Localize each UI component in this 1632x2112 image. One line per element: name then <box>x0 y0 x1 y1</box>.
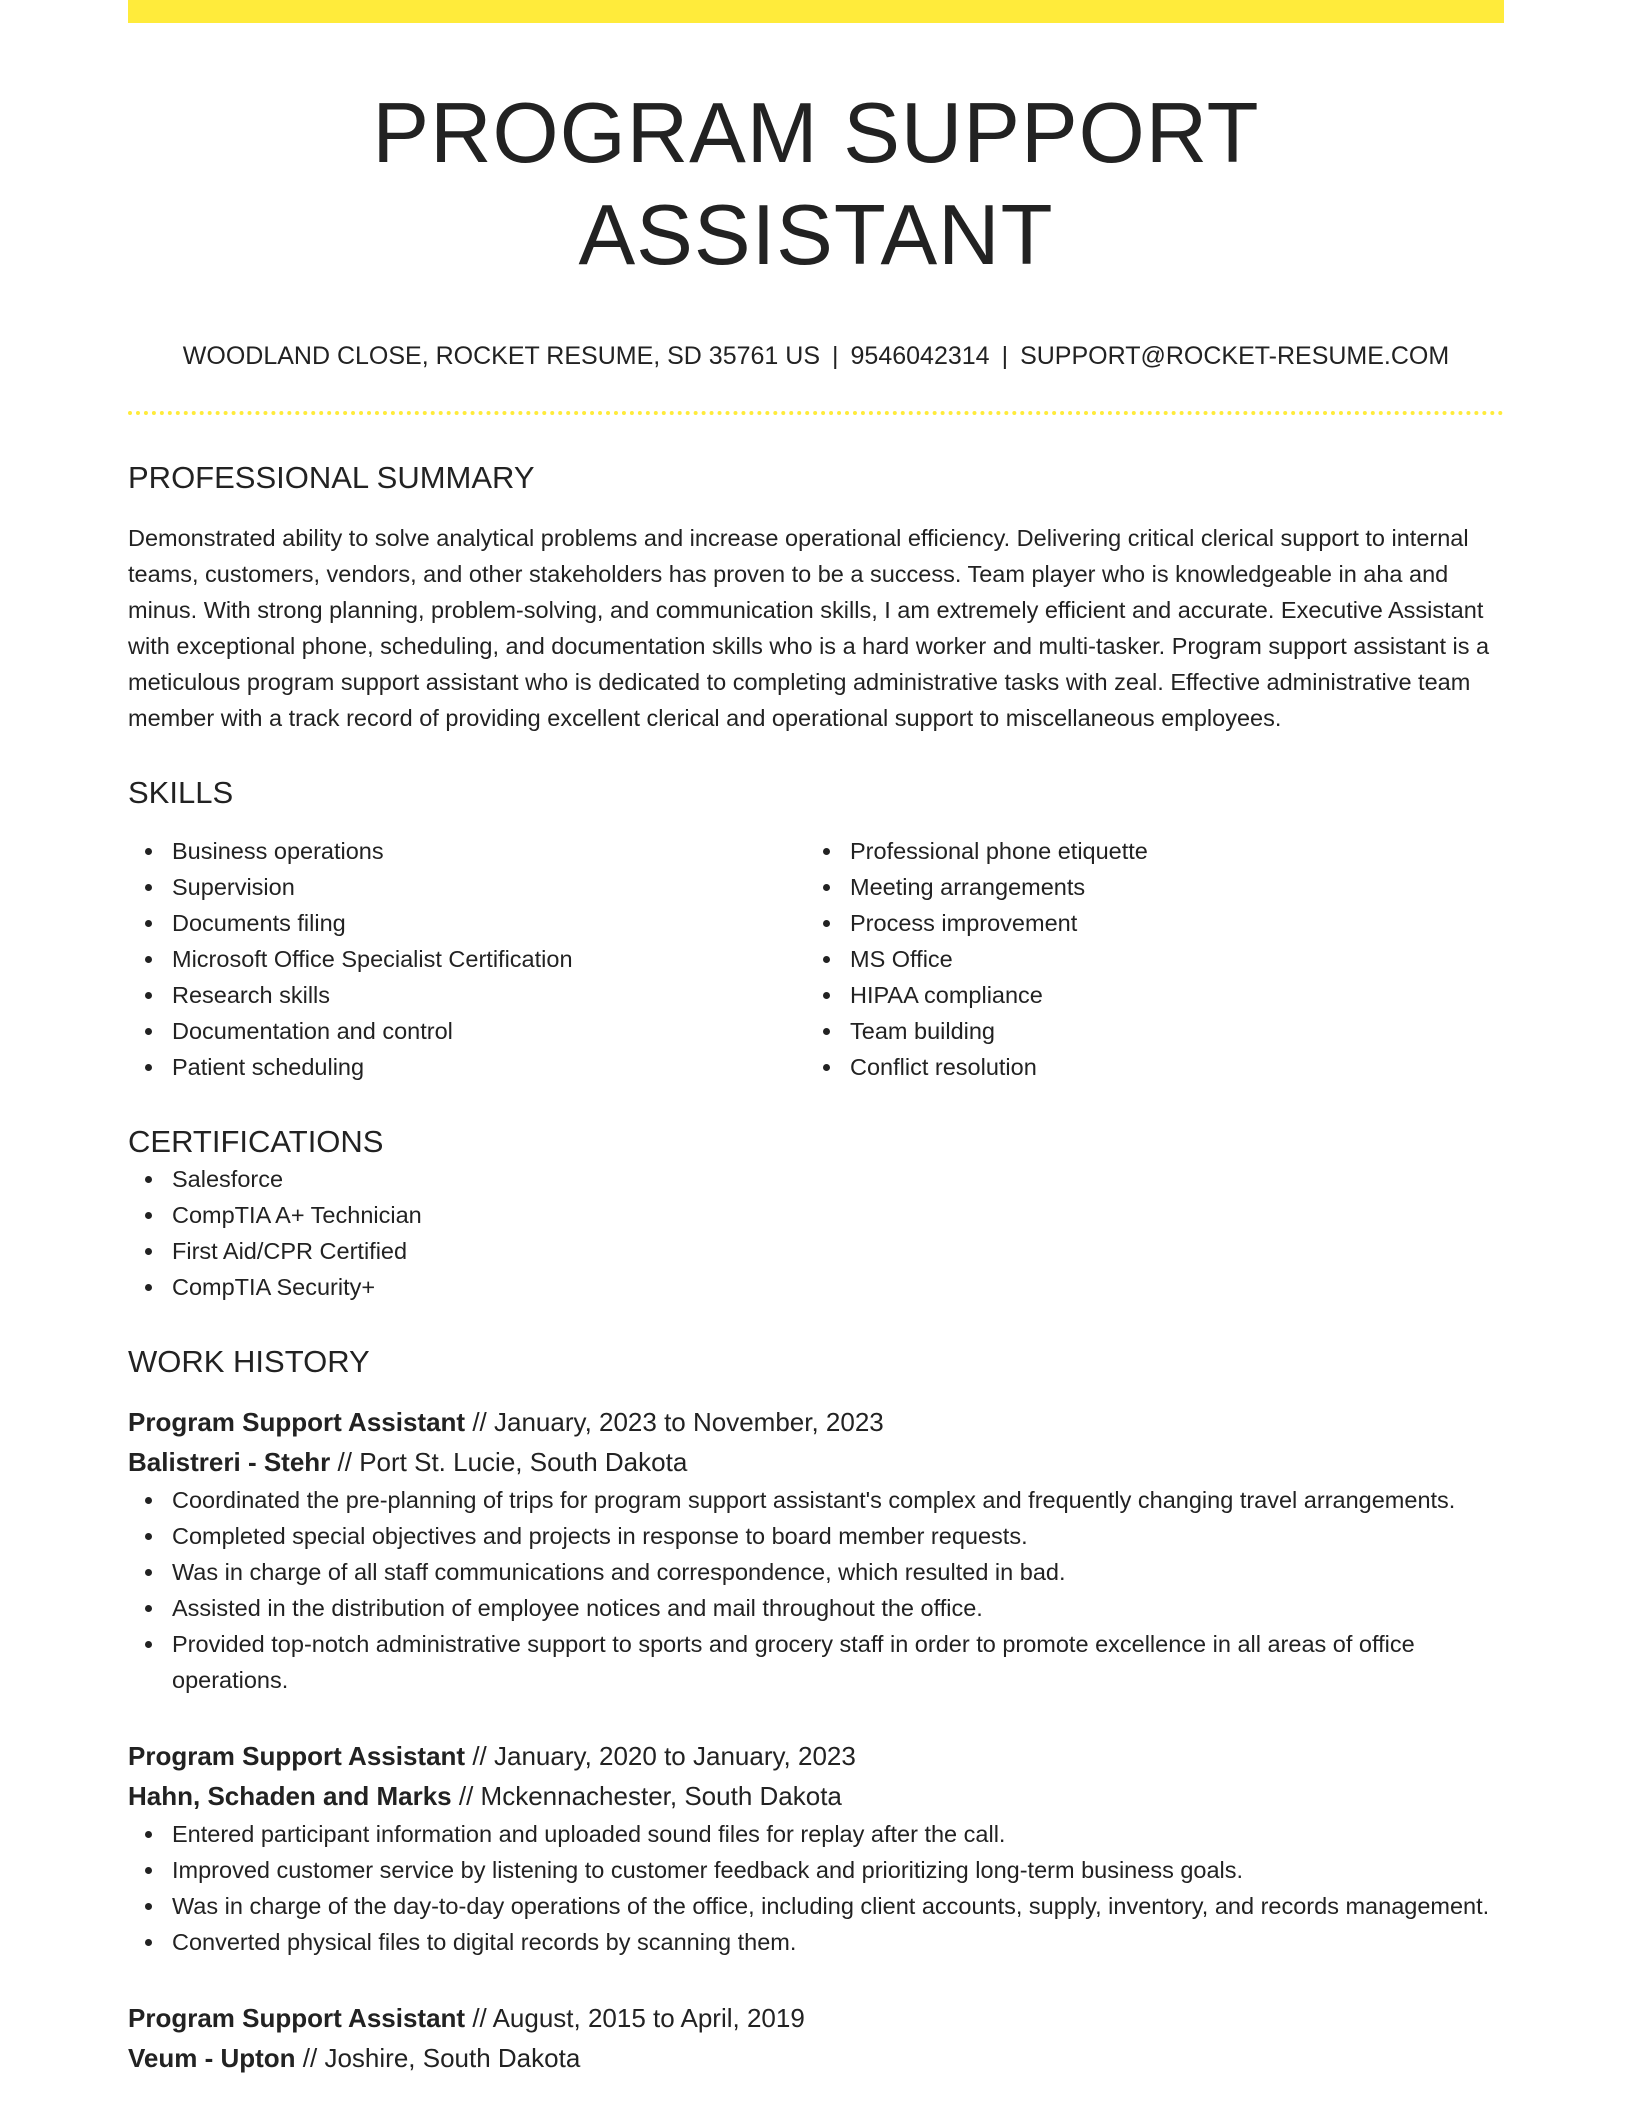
work-history-section <box>128 1343 1504 2078</box>
job-entry <box>128 1402 1504 1698</box>
skill-item: Supervision <box>128 869 806 905</box>
job-company: Veum - Upton <box>128 2042 296 2073</box>
job-duty: Was in charge of the day-to-day operations of the office, including client accounts, supply, inventory, and records management. <box>128 1888 1504 1924</box>
job-dates: // January, 2020 to January, 2023 <box>472 1740 856 1771</box>
certifications-heading: CERTIFICATIONS <box>128 1124 384 1160</box>
certification-item: First Aid/CPR Certified <box>128 1233 1504 1269</box>
skill-item: Patient scheduling <box>128 1049 806 1085</box>
candidate-name: PROGRAM SUPPORT ASSISTANT <box>372 86 1260 283</box>
job-duty: Coordinated the pre-planning of trips for program support assistant's complex and frequently changing travel arrangements. <box>128 1482 1504 1518</box>
skill-item: Meeting arrangements <box>806 869 1484 905</box>
skill-item: Professional phone etiquette <box>806 833 1484 869</box>
job-duty: Completed special objectives and projects in response to board member requests. <box>128 1518 1504 1554</box>
skills-columns <box>128 833 1504 1085</box>
top-accent-bar <box>128 0 1504 23</box>
skill-item: Microsoft Office Specialist Certification <box>128 941 806 977</box>
job-title: Program Support Assistant <box>128 1406 466 1437</box>
contact-separator: | <box>1001 342 1009 370</box>
skill-item: Research skills <box>128 977 806 1013</box>
resume-page <box>128 0 1504 2078</box>
skills-column-right <box>806 833 1484 1085</box>
job-company-line <box>128 1776 1504 1816</box>
contact-email: SUPPORT@ROCKET-RESUME.COM <box>1020 342 1450 370</box>
contact-separator: | <box>832 342 839 370</box>
certifications-list <box>128 1161 1504 1305</box>
certification-item: CompTIA A+ Technician <box>128 1197 1504 1233</box>
job-location: // Mckennachester, South Dakota <box>458 1780 842 1811</box>
skill-item: Business operations <box>128 833 806 869</box>
job-title: Program Support Assistant <box>128 1740 466 1771</box>
job-location: // Joshire, South Dakota <box>302 2042 581 2073</box>
job-duty: Entered participant information and uploaded sound files for replay after the call. <box>128 1816 1504 1852</box>
job-duty: Was in charge of all staff communications and correspondence, which resulted in bad. <box>128 1554 1504 1590</box>
job-duty: Assisted in the distribution of employee notices and mail throughout the office. <box>128 1590 1504 1626</box>
job-duties-list <box>128 1816 1504 1960</box>
summary-text: Demonstrated ability to solve analytical problems and increase operational efficiency. Delivering critical clerical support to internal teams, customers, vendors, and other stakeholders has proven to be a success. Team player who is knowledgeable in aha and minus. With strong planning, problem-solving, and communication skills, I am extremely efficient and accurate. Executive Assistant with exceptional phone, scheduling, and documentation skills who is a hard worker and multi-tasker. Program support assistant is a meticulous program support assistant who is dedicated to completing administrative tasks with zeal. Effective administrative team member with a track record of providing excellent clerical and operational support to miscellaneous employees. <box>128 525 1490 732</box>
skill-item: Documents filing <box>128 905 806 941</box>
job-duty: Improved customer service by listening to customer feedback and prioritizing long-term business goals. <box>128 1852 1504 1888</box>
work-history-heading: WORK HISTORY <box>128 1343 370 1379</box>
job-duty: Converted physical files to digital records by scanning them. <box>128 1924 1504 1960</box>
job-title-line <box>128 1736 1504 1776</box>
job-location: // Port St. Lucie, South Dakota <box>337 1446 688 1477</box>
job-company-line <box>128 2038 1504 2078</box>
skills-section <box>128 774 1504 1085</box>
job-dates: // August, 2015 to April, 2019 <box>472 2002 805 2033</box>
skills-heading: SKILLS <box>128 775 234 811</box>
job-duty: Provided top-notch administrative support to sports and grocery staff in order to promote excellence in all areas of office operations. <box>128 1626 1504 1698</box>
skill-item: Conflict resolution <box>806 1049 1484 1085</box>
certifications-section <box>128 1123 1504 1304</box>
job-title-line <box>128 1402 1504 1442</box>
job-duties-list <box>128 1482 1504 1698</box>
skill-item: HIPAA compliance <box>806 977 1484 1013</box>
contact-address: WOODLAND CLOSE, ROCKET RESUME, SD 35761 US <box>182 342 821 370</box>
job-company: Hahn, Schaden and Marks <box>128 1780 452 1811</box>
skills-list-left <box>128 833 806 1085</box>
job-entry <box>128 1998 1504 2078</box>
job-title-line <box>128 1998 1504 2038</box>
skills-column-left <box>128 833 806 1085</box>
skills-list-right <box>806 833 1484 1085</box>
header-divider <box>128 411 1504 415</box>
job-title: Program Support Assistant <box>128 2002 466 2033</box>
skill-item: MS Office <box>806 941 1484 977</box>
job-dates: // January, 2023 to November, 2023 <box>472 1406 884 1437</box>
job-company-line <box>128 1442 1504 1482</box>
jobs-list <box>128 1402 1504 2078</box>
skill-item: Documentation and control <box>128 1013 806 1049</box>
job-entry <box>128 1736 1504 1960</box>
summary-heading: PROFESSIONAL SUMMARY <box>128 460 535 495</box>
skill-item: Process improvement <box>806 905 1484 941</box>
contact-phone: 9546042314 <box>850 342 990 370</box>
contact-line <box>128 341 1504 371</box>
job-company: Balistreri - Stehr <box>128 1446 331 1477</box>
certification-item: Salesforce <box>128 1161 1504 1197</box>
summary-section <box>128 459 1504 736</box>
skill-item: Team building <box>806 1013 1484 1049</box>
certification-item: CompTIA Security+ <box>128 1269 1504 1305</box>
